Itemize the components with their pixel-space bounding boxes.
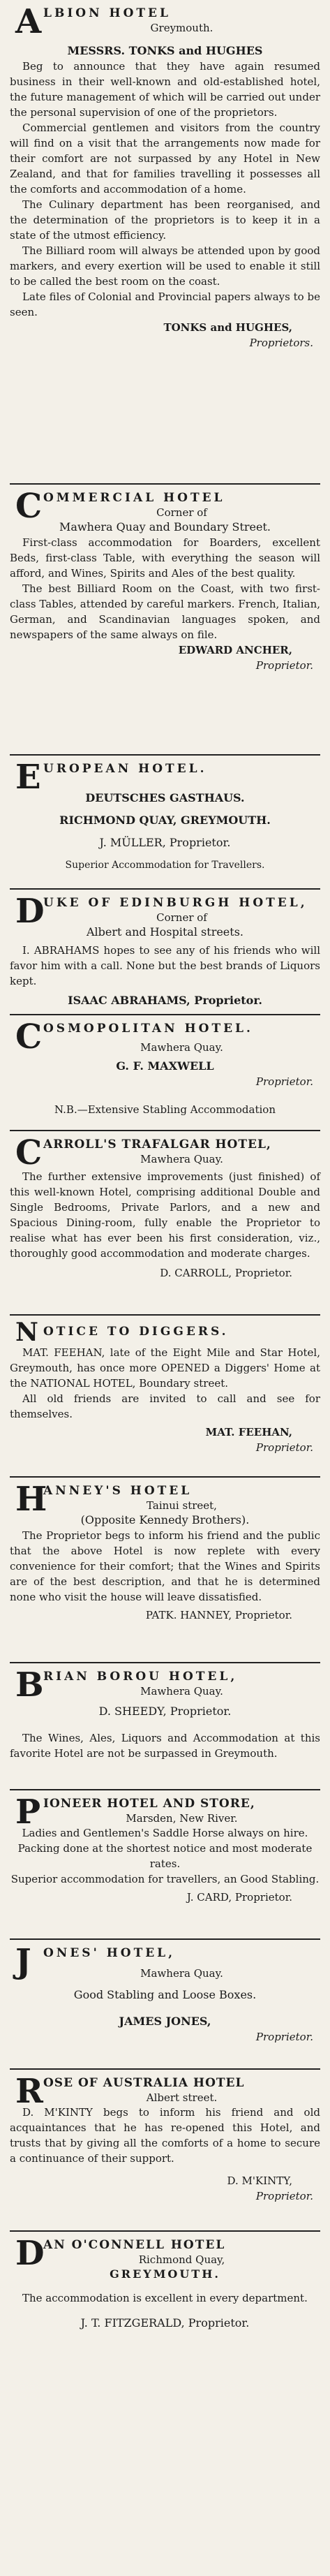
column-rule xyxy=(10,1130,320,1131)
ad-subtitle: Richmond Quay, xyxy=(138,2253,225,2266)
ad-title: LBION HOTEL xyxy=(43,6,171,20)
ad-hanneys-hotel xyxy=(0,1482,330,1658)
ad-body xyxy=(10,535,320,642)
ad-line: Mawhera Quay and Boundary Street. xyxy=(59,520,271,533)
column-rule xyxy=(10,1014,320,1015)
ad-subtitle: Mawhera Quay. xyxy=(140,1685,223,1698)
drop-cap: C xyxy=(15,1135,43,1172)
ad-signature: ISAAC ABRAHAMS, Proprietor. xyxy=(68,994,262,1007)
ad-cosmopolitan-hotel xyxy=(0,1020,330,1124)
ad-line: MESSRS. TONKS and HUGHES xyxy=(67,44,263,57)
ad-header xyxy=(10,894,320,931)
ad-signature: MAT. FEEHAN, xyxy=(205,1426,292,1438)
column-rule xyxy=(10,754,320,756)
ad-dan-oconnell-hotel xyxy=(0,2236,330,2355)
ad-role: Proprietor. xyxy=(255,2190,313,2202)
ad-paragraph: Beg to announce that they have again resumed business in their well-known and old-established hotel, the future management of which will be carried out under the personal supervision of one of the proprietors. xyxy=(10,60,320,119)
ad-subtitle: Corner of xyxy=(156,911,207,924)
ad-signature: J. T. FITZGERALD, Proprietor. xyxy=(80,2316,250,2330)
ad-jones-hotel xyxy=(0,1944,330,2064)
ad-title: IONEER HOTEL AND STORE, xyxy=(43,1797,255,1811)
ad-title: AN O'CONNELL HOTEL xyxy=(43,2238,226,2252)
column-rule xyxy=(10,2230,320,2232)
ad-commercial-hotel xyxy=(0,489,330,749)
ad-paragraph: All old friends are invited to call and see for themselves. xyxy=(10,1392,320,1420)
ad-title: RIAN BOROU HOTEL, xyxy=(43,1670,238,1684)
ad-title: OTICE TO DIGGERS. xyxy=(43,1325,229,1339)
ad-line: G. F. MAXWELL xyxy=(116,1059,214,1073)
ad-line: Albert and Hospital streets. xyxy=(87,925,243,939)
ad-signature: D. CARROLL, Proprietor. xyxy=(160,1267,292,1279)
ad-signature: TONKS and HUGHES, xyxy=(163,321,292,334)
ad-paragraph: The Wines, Ales, Liquors and Accommodation at this favorite Hotel are not be surpassed in Greymouth. xyxy=(10,1732,320,1760)
ad-paragraph: MAT. FEEHAN, late of the Eight Mile and Star Hotel, Greymouth, has once more OPENED a Diggers' Home at the NATIONAL HOTEL, Boundary street. xyxy=(10,1346,320,1390)
ad-footnote: N.B.—Extensive Stabling Accommodation xyxy=(54,1103,276,1116)
column-rule xyxy=(10,2068,320,2070)
ad-signature: PATK. HANNEY, Proprietor. xyxy=(145,1609,292,1621)
ad-line: DEUTSCHES GASTHAUS. xyxy=(85,791,245,804)
ad-role: Proprietor. xyxy=(255,2031,313,2043)
ad-pioneer-hotel-and-store xyxy=(0,1795,330,1934)
ad-paragraph: The best Billiard Room on the Coast, with two first-class Tables, attended by careful markers. French, Italian, German, and Scandinavian languages spoken, and newspapers of the same always on file. xyxy=(10,582,320,641)
ad-role: Proprietors. xyxy=(249,337,313,349)
ad-subtitle: Albert street. xyxy=(146,2091,218,2104)
ad-paragraph: First-class accommodation for Boarders, excellent Beds, first-class Table, with everything the season will afford, and Wines, Spirits and Ales of the best quality. xyxy=(10,536,320,580)
ad-subtitle: Greymouth. xyxy=(150,22,213,34)
ad-body xyxy=(10,59,320,320)
ad-title: UROPEAN HOTEL. xyxy=(43,762,207,776)
ad-line: JAMES JONES, xyxy=(119,2015,211,2028)
ad-paragraph: D. M'KINTY begs to inform his friend and old acquaintances that he has re-opened this Hotel, and trusts that by giving all the comforts of a home to secure a continuance of their support. xyxy=(10,2106,320,2165)
ad-subtitle: Mawhera Quay. xyxy=(140,1967,223,1980)
ad-carrolls-trafalgar-hotel xyxy=(0,1135,330,1310)
ad-paragraph: The further extensive improvements (just finished) of this well-known Hotel, comprising additional Double and Single Bedrooms, Private Parlors, and a new and Spacious Dining-room, fully enable the Proprietor to realise what has ever been his first consideration, viz., thoroughly good accommodation and moderate charges. xyxy=(10,1170,320,1260)
ad-subtitle: Tainui street, xyxy=(147,1499,217,1512)
ad-header xyxy=(10,760,320,797)
ad-brian-borou-hotel xyxy=(0,1668,330,1785)
column-rule xyxy=(10,1938,320,1940)
ad-header xyxy=(10,1320,320,1345)
ad-paragraph: The accommodation is excellent in every department. xyxy=(22,2292,308,2304)
ad-body xyxy=(10,1730,320,1761)
ad-line: J. MÜLLER, Proprietor. xyxy=(99,836,231,849)
ad-header xyxy=(10,2236,320,2273)
ad-paragraph: The Proprietor begs to inform his friend and the public that the above Hotel is now replete with every convenience for their comfort; that the Wines and Spirits are of the best description, and that he is determined none who visit the house will leave dissatisfied. xyxy=(10,1529,320,1603)
ad-line: Good Stabling and Loose Boxes. xyxy=(73,1988,257,2001)
ad-title: OSE OF AUSTRALIA HOTEL xyxy=(43,2076,245,2090)
ad-duke-of-edinburgh-hotel xyxy=(0,894,330,1010)
ad-title: ONES' HOTEL, xyxy=(43,1946,176,1960)
ad-paragraph: Late files of Colonial and Provincial papers always to be seen. xyxy=(10,290,320,318)
drop-cap: D xyxy=(15,894,45,931)
drop-cap: N xyxy=(15,1320,38,1347)
ad-paragraph: Commercial gentlemen and visitors from the country will find on a visit that the arrangements now made for their comfort are not surpassed by any Hotel in New Zealand, and that for families travelling it possesses all the comforts and accommodation of a home. xyxy=(10,122,320,196)
ad-title: OSMOPOLITAN HOTEL. xyxy=(43,1022,253,1036)
ad-header xyxy=(10,1668,320,1705)
drop-cap: A xyxy=(15,4,42,41)
column-rule xyxy=(10,483,320,485)
ad-rose-of-australia-hotel xyxy=(0,2074,330,2226)
drop-cap: C xyxy=(15,1020,43,1057)
ad-body xyxy=(10,1345,320,1422)
ad-title: ARROLL'S TRAFALGAR HOTEL, xyxy=(43,1138,271,1151)
ad-body xyxy=(10,2290,320,2306)
ad-header xyxy=(10,1020,320,1057)
drop-cap: D xyxy=(15,2236,45,2273)
ad-role: Proprietor. xyxy=(255,1441,313,1454)
ad-body xyxy=(10,1169,320,1261)
ad-subtitle: Mawhera Quay. xyxy=(140,1041,223,1054)
ad-signature: EDWARD ANCHER, xyxy=(178,644,292,656)
ad-line: GREYMOUTH. xyxy=(110,2267,220,2281)
ad-role: Proprietor. xyxy=(255,659,313,672)
ad-header xyxy=(10,2074,320,2111)
column-rule xyxy=(10,1476,320,1478)
ad-body xyxy=(10,943,320,989)
ad-header xyxy=(10,4,320,41)
ad-header xyxy=(10,489,320,526)
column-rule xyxy=(10,1662,320,1663)
ad-paragraph: I. ABRAHAMS hopes to see any of his friends who will favor him with a call. None but the best brands of Liquors kept. xyxy=(10,944,320,987)
ad-line: RICHMOND QUAY, GREYMOUTH. xyxy=(59,814,271,827)
drop-cap: H xyxy=(15,1482,47,1519)
ad-signature: D. M'KINTY, xyxy=(227,2174,292,2187)
ad-notice-to-diggers xyxy=(0,1320,330,1472)
ad-role: Proprietor. xyxy=(255,1075,313,1088)
ad-albion-hotel xyxy=(0,4,330,478)
ad-title: OMMERCIAL HOTEL xyxy=(43,491,225,505)
ad-line: (Opposite Kennedy Brothers). xyxy=(80,1513,250,1526)
ad-paragraph: The Culinary department has been reorganised, and the determination of the proprietors is to keep it in a state of the utmost efficiency. xyxy=(10,198,320,242)
ad-body xyxy=(10,1528,320,1605)
ad-paragraph: Superior accommodation for travellers, an Good Stabling. xyxy=(10,1873,320,1885)
column-rule xyxy=(10,888,320,890)
ad-body xyxy=(10,2105,320,2166)
ad-header xyxy=(10,1135,320,1172)
ad-line: Superior Accommodation for Travellers. xyxy=(65,860,265,871)
ad-paragraph: Packing done at the shortest notice and most moderate rates. xyxy=(17,1842,313,1870)
ad-header xyxy=(10,1482,320,1519)
ad-signature: J. CARD, Proprietor. xyxy=(186,1891,292,1904)
ad-title: ANNEY'S HOTEL xyxy=(43,1484,193,1498)
ad-header xyxy=(10,1795,320,1832)
drop-cap: J xyxy=(15,1944,31,1981)
ad-european-hotel xyxy=(0,760,330,884)
column-rule xyxy=(10,1789,320,1790)
ad-subtitle: Marsden, New River. xyxy=(126,1812,238,1825)
drop-cap: E xyxy=(15,760,41,797)
ad-subtitle: Corner of xyxy=(156,506,207,519)
drop-cap: B xyxy=(15,1668,44,1705)
ad-paragraph: Ladies and Gentlemen's Saddle Horse always on hire. xyxy=(22,1827,308,1839)
ad-title: UKE OF EDINBURGH HOTEL, xyxy=(43,896,308,910)
ad-subtitle: Mawhera Quay. xyxy=(140,1153,223,1165)
ad-line: D. SHEEDY, Proprietor. xyxy=(98,1705,232,1718)
column-rule xyxy=(10,1314,320,1316)
drop-cap: P xyxy=(15,1795,41,1832)
drop-cap: C xyxy=(15,489,43,526)
ad-body xyxy=(10,1825,320,1887)
drop-cap: R xyxy=(15,2074,43,2111)
ad-paragraph: The Billiard room will always be attended upon by good markers, and every exertion will be used to enable it still to be called the best room on the coast. xyxy=(10,244,320,288)
ad-header xyxy=(10,1944,320,1981)
